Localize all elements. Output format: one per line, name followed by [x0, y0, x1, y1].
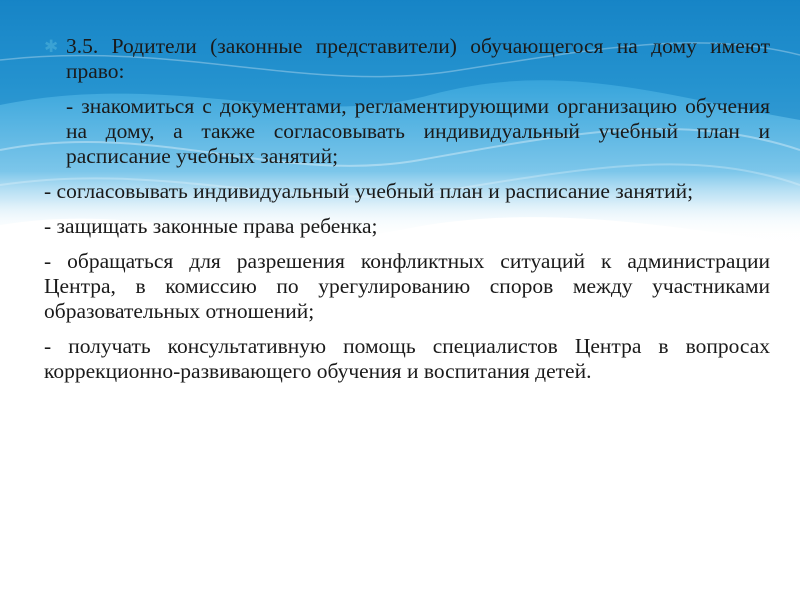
list-item: - обращаться для разрешения конфликтных ситуаций к администрации Центра, в комиссию по урегулированию споров между участниками образовательных отношений; [44, 249, 770, 323]
list-item: - получать консультативную помощь специалистов Центра в вопросах коррекционно-развивающего обучения и воспитания детей. [44, 334, 770, 383]
list-item: - знакомиться с документами, регламентирующими организацию обучения на дому, а также согласовывать индивидуальный учебный план и расписание учебных занятий; [66, 94, 770, 168]
heading-text: 3.5. Родители (законные представители) обучающегося на дому имеют право: [66, 34, 770, 83]
heading-paragraph [44, 34, 770, 84]
slide-body [44, 34, 770, 394]
list-item: - защищать законные права ребенка; [44, 214, 378, 238]
asterisk-bullet-icon: ✱ [44, 37, 59, 57]
list-item: - согласовывать индивидуальный учебный план и расписание занятий; [44, 179, 694, 203]
